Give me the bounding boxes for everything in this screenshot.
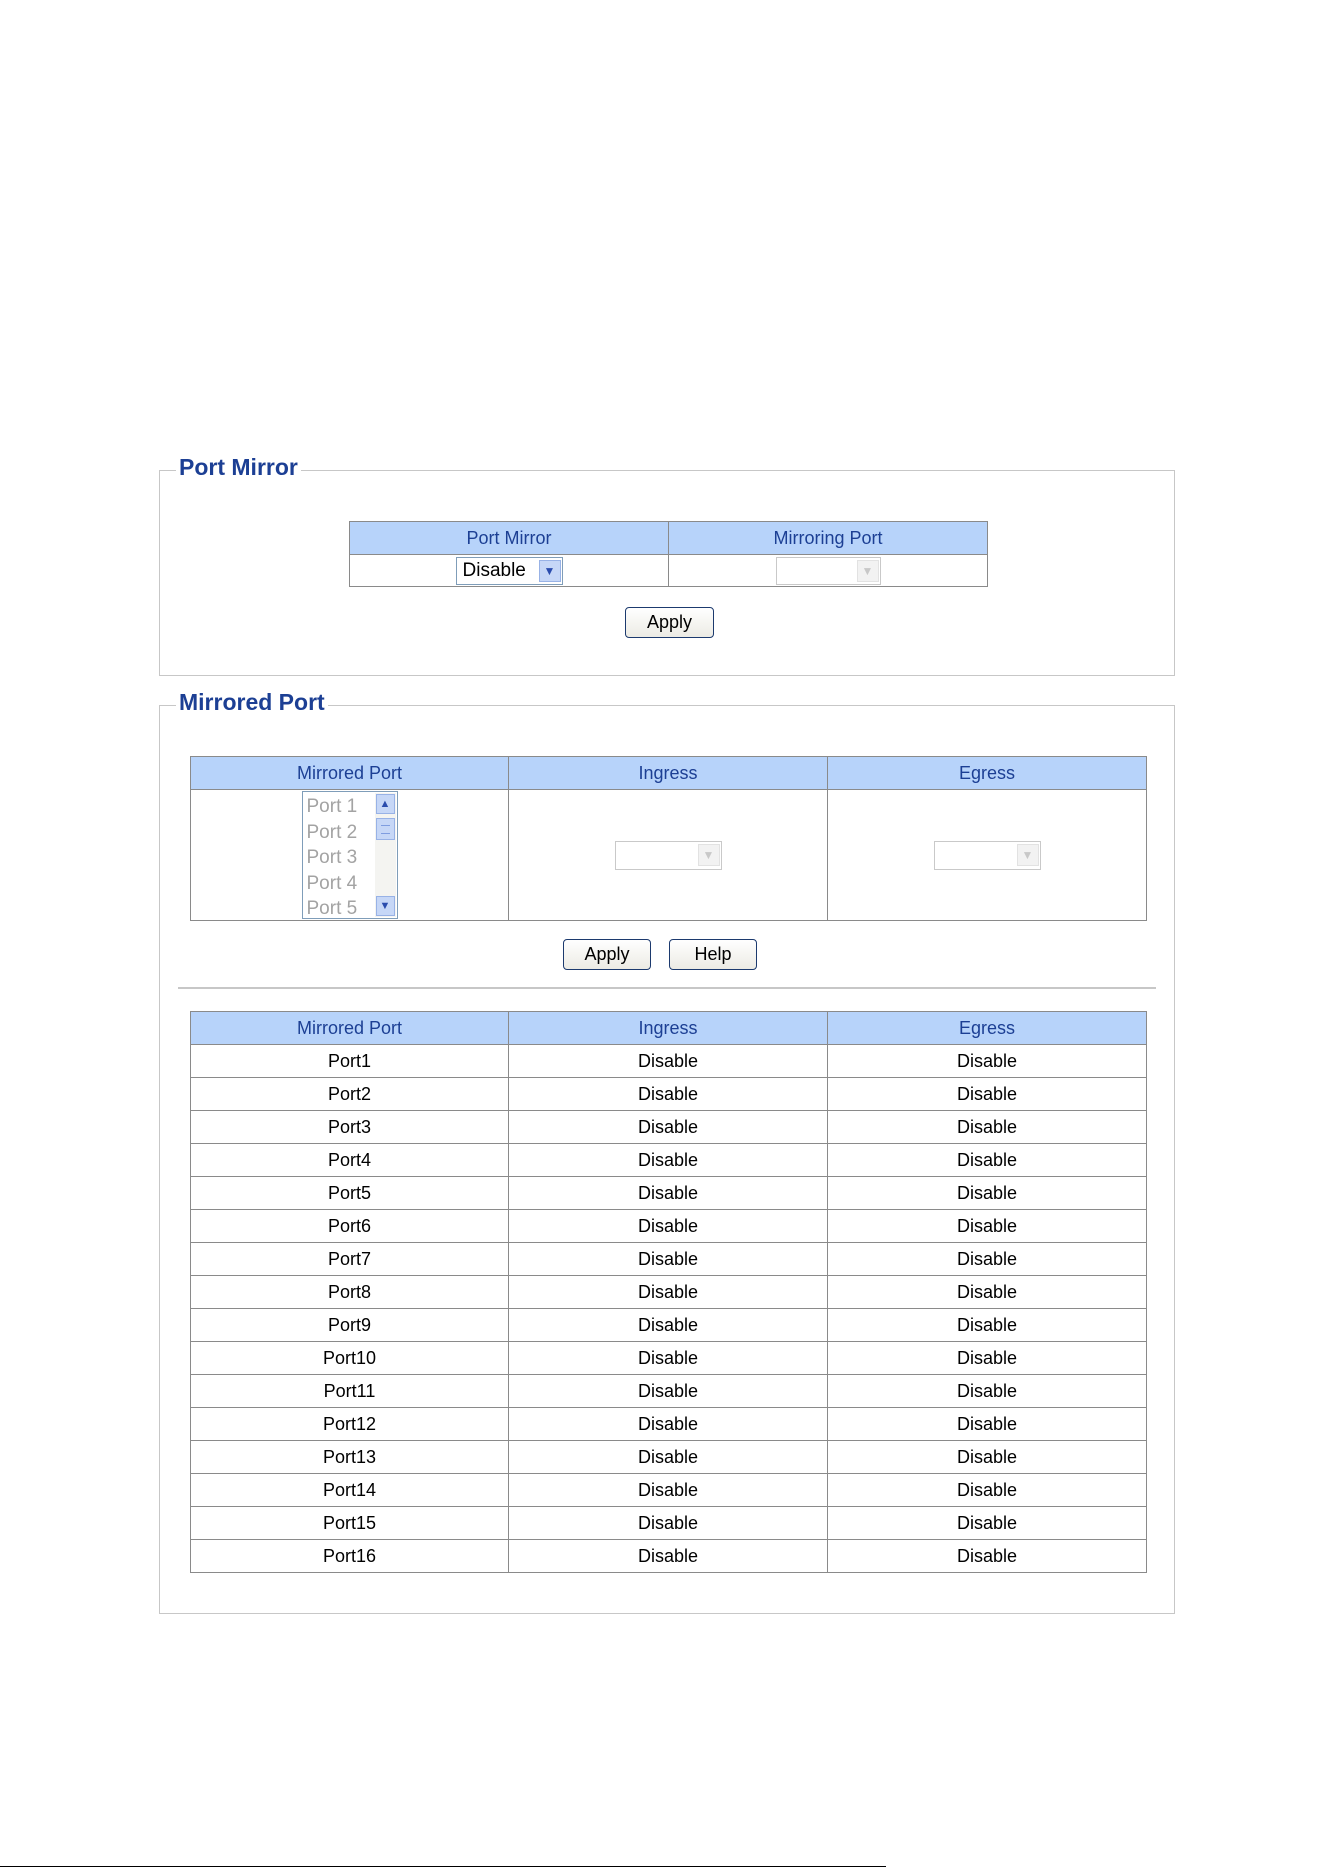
- row-egress-cell: Disable: [828, 1408, 1147, 1441]
- row-egress-cell: Disable: [828, 1144, 1147, 1177]
- row-egress-cell: Disable: [828, 1210, 1147, 1243]
- chevron-down-icon: ▼: [1017, 844, 1039, 866]
- mirroring-port-cell: [669, 555, 988, 587]
- row-port-cell: Port9: [191, 1309, 509, 1342]
- port-mirror-header: Port Mirror: [350, 522, 669, 555]
- row-port-cell: Port6: [191, 1210, 509, 1243]
- mirrored-port-listbox[interactable]: [302, 791, 398, 919]
- port-list-item[interactable]: Port 5: [306, 898, 358, 919]
- row-ingress-cell: Disable: [509, 1441, 828, 1474]
- config-header-ingress: Ingress: [509, 757, 828, 790]
- row-egress-cell: Disable: [828, 1078, 1147, 1111]
- section-divider: [178, 987, 1156, 989]
- row-ingress-cell: Disable: [509, 1309, 828, 1342]
- row-port-cell: Port1: [191, 1045, 509, 1078]
- mirrored-port-status-table: [190, 1011, 1147, 1573]
- mirrored-port-apply-button[interactable]: Apply: [563, 939, 651, 970]
- listbox-scrollbar[interactable]: [375, 793, 396, 917]
- row-port-cell: Port5: [191, 1177, 509, 1210]
- row-egress-cell: Disable: [828, 1441, 1147, 1474]
- port-mirror-cell: [350, 555, 669, 587]
- table-row: [191, 1309, 1147, 1342]
- row-port-cell: Port10: [191, 1342, 509, 1375]
- table-row: [191, 1276, 1147, 1309]
- row-egress-cell: Disable: [828, 1474, 1147, 1507]
- row-ingress-cell: Disable: [509, 1408, 828, 1441]
- table-row: [191, 1375, 1147, 1408]
- status-header-ingress: Ingress: [509, 1012, 828, 1045]
- row-port-cell: Port15: [191, 1507, 509, 1540]
- ingress-cell: [509, 790, 828, 921]
- row-egress-cell: Disable: [828, 1342, 1147, 1375]
- mirroring-port-header: Mirroring Port: [669, 522, 988, 555]
- table-row: [191, 1540, 1147, 1573]
- chevron-down-icon[interactable]: ▼: [376, 896, 395, 916]
- port-list-item[interactable]: Port 3: [306, 847, 358, 868]
- port-list-cell: [191, 790, 509, 921]
- table-row: [191, 1111, 1147, 1144]
- table-row: [191, 1408, 1147, 1441]
- status-table-body: [191, 1045, 1147, 1573]
- mirrored-port-title: Mirrored Port: [176, 687, 328, 717]
- table-row: [191, 1177, 1147, 1210]
- status-header-mirrored-port: Mirrored Port: [191, 1012, 509, 1045]
- row-egress-cell: Disable: [828, 1375, 1147, 1408]
- row-egress-cell: Disable: [828, 1276, 1147, 1309]
- table-row: [191, 1045, 1147, 1078]
- mirroring-port-select[interactable]: [776, 557, 881, 585]
- port-list-item[interactable]: Port 4: [306, 872, 358, 894]
- row-port-cell: Port14: [191, 1474, 509, 1507]
- table-row: [191, 1441, 1147, 1474]
- egress-cell: [828, 790, 1147, 921]
- table-row: [191, 1342, 1147, 1375]
- row-egress-cell: Disable: [828, 1045, 1147, 1078]
- row-ingress-cell: Disable: [509, 1177, 828, 1210]
- row-ingress-cell: Disable: [509, 1045, 828, 1078]
- port-mirror-select[interactable]: [456, 557, 563, 585]
- chevron-down-icon: ▼: [698, 844, 720, 866]
- row-ingress-cell: Disable: [509, 1210, 828, 1243]
- page-footer-rule: [0, 1866, 886, 1867]
- row-ingress-cell: Disable: [509, 1144, 828, 1177]
- config-header-mirrored-port: Mirrored Port: [191, 757, 509, 790]
- row-port-cell: Port12: [191, 1408, 509, 1441]
- row-port-cell: Port16: [191, 1540, 509, 1573]
- config-header-egress: Egress: [828, 757, 1147, 790]
- row-port-cell: Port8: [191, 1276, 509, 1309]
- ingress-select[interactable]: [615, 841, 722, 870]
- row-ingress-cell: Disable: [509, 1540, 828, 1573]
- status-header-egress: Egress: [828, 1012, 1147, 1045]
- port-mirror-panel: [159, 454, 1175, 676]
- mirrored-port-config-table: [190, 756, 1147, 921]
- row-port-cell: Port3: [191, 1111, 509, 1144]
- row-egress-cell: Disable: [828, 1507, 1147, 1540]
- port-mirror-apply-button[interactable]: Apply: [625, 607, 714, 638]
- chevron-down-icon: ▼: [857, 560, 879, 582]
- row-ingress-cell: Disable: [509, 1111, 828, 1144]
- table-row: [191, 1144, 1147, 1177]
- scrollbar-thumb[interactable]: [376, 818, 395, 840]
- row-ingress-cell: Disable: [509, 1276, 828, 1309]
- port-list-item[interactable]: Port 2: [306, 821, 358, 843]
- row-port-cell: Port11: [191, 1375, 509, 1408]
- mirrored-port-panel: [159, 689, 1175, 1614]
- row-egress-cell: Disable: [828, 1540, 1147, 1573]
- egress-select[interactable]: [934, 841, 1041, 870]
- chevron-up-icon[interactable]: ▲: [376, 794, 395, 814]
- row-port-cell: Port4: [191, 1144, 509, 1177]
- help-button[interactable]: Help: [669, 939, 757, 970]
- table-row: [191, 1507, 1147, 1540]
- row-port-cell: Port7: [191, 1243, 509, 1276]
- row-ingress-cell: Disable: [509, 1474, 828, 1507]
- row-ingress-cell: Disable: [509, 1243, 828, 1276]
- port-mirror-table: [349, 521, 988, 587]
- table-row: [191, 1210, 1147, 1243]
- row-port-cell: Port13: [191, 1441, 509, 1474]
- row-egress-cell: Disable: [828, 1177, 1147, 1210]
- port-mirror-select-value: Disable: [462, 559, 526, 581]
- row-egress-cell: Disable: [828, 1243, 1147, 1276]
- table-row: [191, 1474, 1147, 1507]
- table-row: [191, 1078, 1147, 1111]
- port-list-item[interactable]: Port 1: [306, 796, 358, 817]
- row-ingress-cell: Disable: [509, 1342, 828, 1375]
- table-row: [191, 1243, 1147, 1276]
- row-egress-cell: Disable: [828, 1111, 1147, 1144]
- row-ingress-cell: Disable: [509, 1375, 828, 1408]
- row-ingress-cell: Disable: [509, 1078, 828, 1111]
- row-ingress-cell: Disable: [509, 1507, 828, 1540]
- port-mirror-title: Port Mirror: [176, 452, 301, 482]
- chevron-down-icon: ▼: [539, 560, 561, 582]
- row-port-cell: Port2: [191, 1078, 509, 1111]
- row-egress-cell: Disable: [828, 1309, 1147, 1342]
